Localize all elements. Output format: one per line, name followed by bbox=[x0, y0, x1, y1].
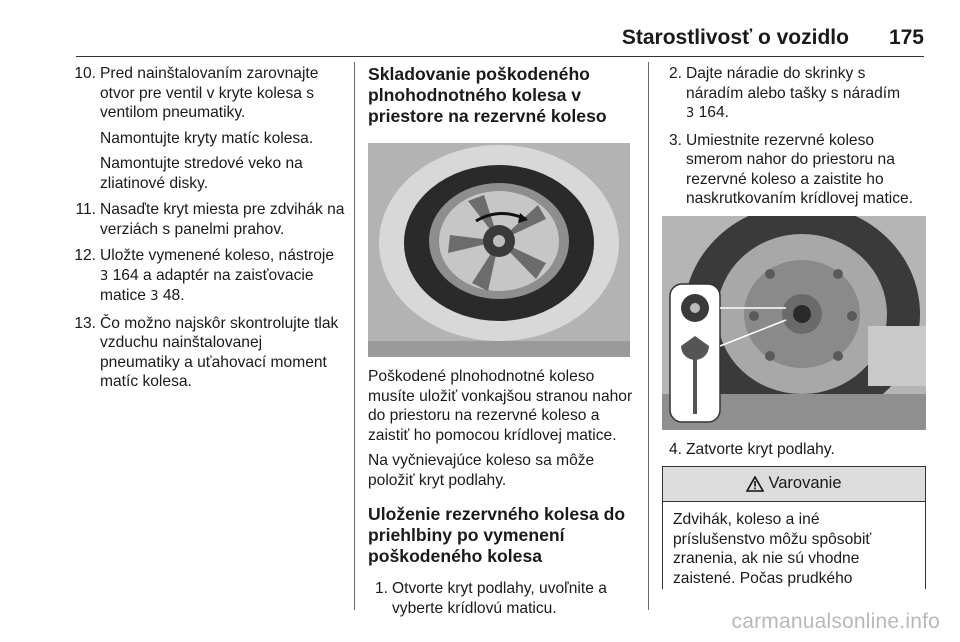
list-item: 1. Otvorte kryt podlahy, uvoľnite a vyberte krídlovú maticu. bbox=[374, 580, 607, 617]
instruction-list bbox=[76, 64, 346, 392]
list-item: 10. Pred nainštalovaním zarovnajte otvor pre ventil v kryte kolesa s ventilom pneumatiky. Namontujte kryty matíc kolesa. Namontujte stredové veko na zliatinové disky. bbox=[74, 65, 319, 192]
spare-wheel-photo bbox=[368, 143, 630, 357]
paragraph: Poškodené plnohodnotné koleso musíte uložiť vonkajšou stranou nahor do priestoru na rezervné koleso a zaistiť ho pomocou krídlovej matice. bbox=[368, 368, 633, 444]
watermark: carmanualsonline.info bbox=[731, 610, 940, 633]
column-1 bbox=[76, 64, 346, 399]
instruction-list bbox=[368, 579, 636, 618]
instruction-list bbox=[662, 64, 926, 209]
warning-body: Zdvihák, koleso a iné príslušenstvo môžu spôsobiť zranenia, ak nie sú vhodne zaistené. Počas prudkého bbox=[673, 511, 872, 587]
header-rule bbox=[76, 56, 924, 57]
list-item: 3. Umiestnite rezervné koleso smerom nahor do priestoru na rezervné koleso a zaistite ho naskrutkovaním krídlovej matice. bbox=[668, 131, 914, 207]
column-3 bbox=[662, 64, 926, 589]
list-item: 2. Dajte náradie do skrinky s náradím alebo tašky s náradím 3 164. bbox=[668, 65, 901, 121]
column-2 bbox=[368, 64, 636, 625]
warning-box bbox=[662, 466, 926, 589]
column-divider bbox=[354, 62, 355, 610]
list-item: 12. Uložte vymenené koleso, nástroje 3 164 a adaptér na zaisťovacie matice 3 48. bbox=[74, 247, 335, 304]
section-heading: Uloženie rezervného kolesa do priehlbiny po vymenení poškodeného kolesa bbox=[368, 504, 626, 566]
page-ref-icon: 3 bbox=[150, 289, 159, 304]
instruction-list bbox=[662, 440, 926, 460]
warning-header bbox=[663, 467, 925, 502]
page-ref-icon: 3 bbox=[686, 106, 695, 121]
paragraph: Na vyčnievajúce koleso sa môže položiť kryt podlahy. bbox=[368, 452, 595, 489]
page-ref-icon: 3 bbox=[100, 268, 109, 284]
list-item: 4. Zatvorte kryt podlahy. bbox=[668, 440, 835, 458]
column-divider bbox=[648, 62, 649, 610]
spare-wheel-mounting-photo bbox=[662, 216, 926, 430]
warning-triangle-icon bbox=[746, 476, 764, 492]
page-header bbox=[622, 26, 924, 56]
list-item: 11. Nasaďte kryt miesta pre zdvihák na verziách s panelmi prahov. bbox=[75, 201, 345, 238]
list-item: 13. Čo možno najskôr skontrolujte tlak vzduchu nainštalovanej pneumatiky a uťahovací moment matíc kolesa. bbox=[74, 314, 339, 390]
section-heading: Skladovanie poškodeného plnohodnotného kolesa v priestore na rezervné koleso bbox=[368, 64, 607, 126]
warning-title: Varovanie bbox=[768, 474, 842, 493]
page-number: 175 bbox=[888, 26, 924, 49]
section-title: Starostlivosť o vozidlo bbox=[621, 26, 849, 49]
